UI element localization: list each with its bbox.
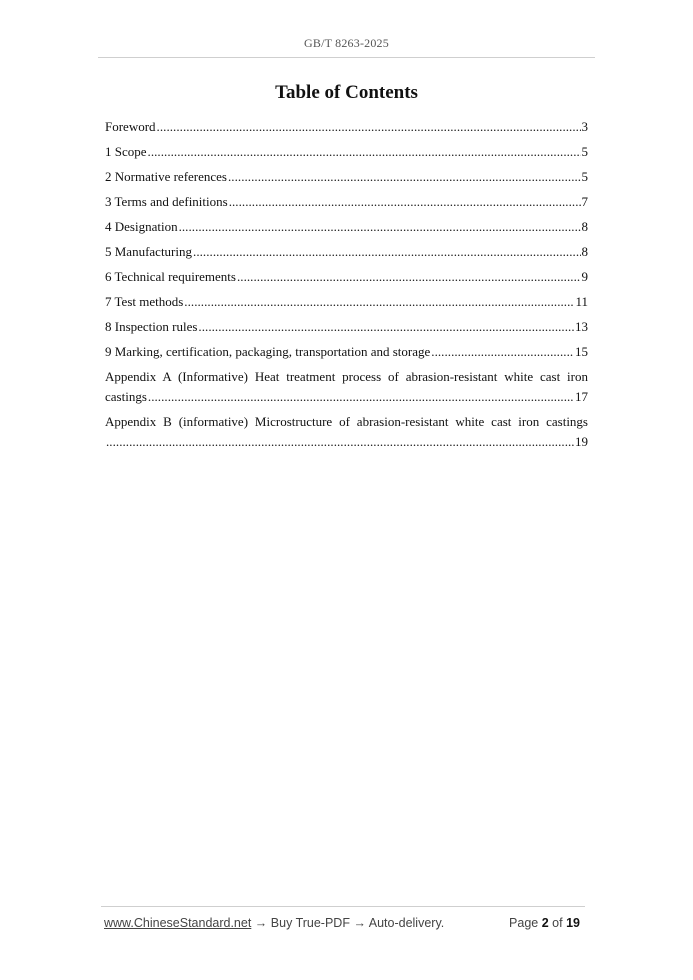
toc-entry-label: Appendix B (informative) Microstructure of abrasion-resistant white cast iron castings: [105, 414, 588, 429]
toc-title: Table of Contents: [275, 82, 418, 103]
toc-entry-foreword[interactable]: [105, 117, 588, 142]
toc-entry-label: Appendix A (Informative) Heat treatment process of abrasion-resistant white cast iron: [105, 369, 588, 384]
toc-entry-page: 19: [575, 434, 588, 449]
toc-entry-page: 9: [581, 269, 588, 284]
toc-entry-page: 8: [581, 219, 588, 234]
toc-leader-dots: [184, 292, 574, 312]
toc-entry-manufacturing[interactable]: [105, 242, 588, 267]
toc-leader-dots: [237, 267, 581, 287]
toc-leader-dots: [198, 317, 574, 337]
toc-entry-label: 5 Manufacturing: [105, 244, 193, 259]
page-label: Page: [509, 916, 539, 930]
footer-promo: [104, 916, 444, 930]
toc-leader-dots: [431, 342, 574, 362]
footer-divider: [101, 906, 585, 907]
toc-entry-test-methods[interactable]: [105, 292, 588, 317]
toc-entry-label: Foreword: [105, 119, 156, 134]
toc-entry-page: 15: [575, 344, 588, 359]
toc-entry-label: 9 Marking, certification, packaging, transportation and storage: [105, 344, 431, 359]
toc-entry-appendix-b[interactable]: [105, 412, 588, 452]
toc-entry-label: 1 Scope: [105, 144, 147, 159]
toc-leader-dots: [148, 142, 581, 162]
toc-entry-page: 8: [581, 244, 588, 259]
toc-leader-dots: [148, 387, 574, 407]
toc-leader-dots: [106, 432, 574, 452]
arrow-right-icon: →: [254, 916, 268, 930]
site-link[interactable]: www.ChineseStandard.net: [104, 916, 252, 930]
toc-leader-dots: [229, 192, 581, 212]
toc-entry-page: 3: [581, 119, 588, 134]
toc-entry-page: 7: [581, 194, 588, 209]
toc-entry-page: 5: [581, 144, 588, 159]
toc-entry-marking-packaging[interactable]: [105, 342, 588, 367]
toc-entry-appendix-a[interactable]: [105, 367, 588, 407]
page-of: of: [552, 916, 563, 930]
toc-entry-normative-references[interactable]: [105, 167, 588, 192]
page-total: 19: [566, 916, 580, 930]
toc-entry-page: 13: [575, 319, 588, 334]
toc-entry-label: 8 Inspection rules: [105, 319, 198, 334]
header-divider: [98, 57, 595, 58]
buy-text: Buy True-PDF: [270, 916, 350, 930]
delivery-text: Auto-delivery.: [368, 916, 445, 930]
toc-entry-label: 4 Designation: [105, 219, 178, 234]
toc-leader-dots: [179, 217, 581, 237]
toc-entry-label: 3 Terms and definitions: [105, 194, 228, 209]
toc-entry-label: 7 Test methods: [105, 294, 184, 309]
toc-entry-page: 5: [581, 169, 588, 184]
arrow-right-icon: →: [353, 916, 366, 930]
page-indicator: [509, 916, 580, 930]
toc-entry-label-continued: castings: [105, 389, 147, 404]
toc-entry-terms-definitions[interactable]: [105, 192, 588, 217]
toc-entry-label: 6 Technical requirements: [105, 269, 236, 284]
toc-list: [105, 117, 588, 457]
toc-leader-dots: [193, 242, 580, 262]
toc-entry-page: 11: [575, 294, 588, 309]
toc-leader-dots: [157, 117, 581, 137]
toc-leader-dots: [228, 167, 581, 187]
toc-entry-page: 17: [575, 389, 588, 404]
toc-entry-label: 2 Normative references: [105, 169, 227, 184]
toc-entry-inspection-rules[interactable]: [105, 317, 588, 342]
toc-entry-designation[interactable]: [105, 217, 588, 242]
page-current: 2: [541, 916, 549, 930]
toc-entry-scope[interactable]: [105, 142, 588, 167]
standard-code-header: GB/T 8263-2025: [304, 36, 389, 50]
toc-entry-technical-requirements[interactable]: [105, 267, 588, 292]
